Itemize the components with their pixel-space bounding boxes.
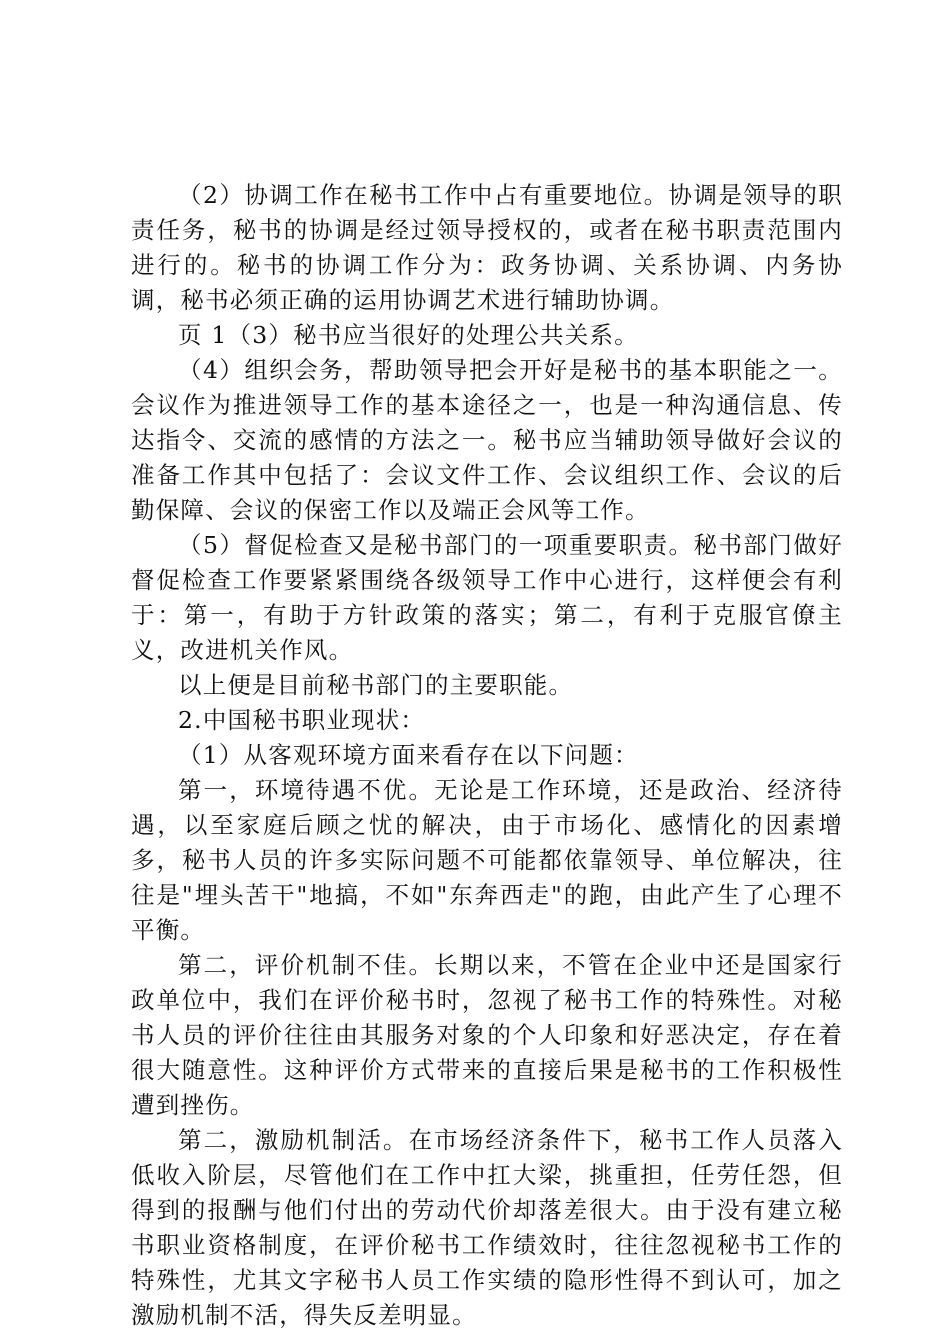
paragraph-coordination: （2）协调工作在秘书工作中占有重要地位。协调是领导的职责任务，秘书的协调是经过领导授权的，或者在秘书职责范围内进行的。秘书的协调工作分为：政务协调、关系协调、内务协调，秘书必须正确的运用协调艺术进行辅助协调。 xyxy=(131,181,843,314)
document-body xyxy=(131,178,843,1333)
paragraph-evaluation: 第二，评价机制不佳。长期以来，不管在企业中还是国家行政单位中，我们在评价秘书时，忽视了秘书工作的特殊性。对秘书人员的评价往往由其服务对象的个人印象和好恶决定，存在着很大随意性。这种评价方式带来的直接后果是秘书的工作积极性遭到挫伤。 xyxy=(131,951,843,1119)
paragraph-public-relations: 页 1（3）秘书应当很好的处理公共关系。 xyxy=(178,321,639,349)
paragraph-environment: 第一，环境待遇不优。无论是工作环境，还是政治、经济待遇，以至家庭后顾之忧的解决，由于市场化、感情化的因素增多，秘书人员的许多实际问题不可能都依靠领导、单位解决，往往是"埋头苦干"地搞，不如"东奔西走"的跑，由此产生了心理不平衡。 xyxy=(131,776,843,944)
section-heading-status: 2.中国秘书职业现状： xyxy=(178,706,426,734)
paragraph-incentives: 第二，激励机制活。在市场经济条件下，秘书工作人员落入低收入阶层，尽管他们在工作中扛大梁，挑重担，任劳任怨，但得到的报酬与他们付出的劳动代价却落差很大。由于没有建立秘书职业资格制度，在评价秘书工作绩效时，往往忽视秘书工作的特殊性，尤其文字秘书人员工作实绩的隐形性得不到认可，加之激励机制不活，得失反差明显。 xyxy=(131,1126,843,1329)
paragraph-summary: 以上便是目前秘书部门的主要职能。 xyxy=(178,671,574,699)
paragraph-supervision: （5）督促检查又是秘书部门的一项重要职责。秘书部门做好督促检查工作要紧紧围绕各级领导工作中心进行，这样便会有利于：第一，有助于方针政策的落实；第二，有利于克服官僚主义，改进机关作风。 xyxy=(131,531,843,664)
subsection-heading-environment: （1）从客观环境方面来看存在以下问题： xyxy=(178,741,639,769)
paragraph-meetings: （4）组织会务，帮助领导把会开好是秘书的基本职能之一。会议作为推进领导工作的基本途径之一，也是一种沟通信息、传达指令、交流的感情的方法之一。秘书应当辅助领导做好会议的准备工作其中包括了：会议文件工作、会议组织工作、会议的后勤保障、会议的保密工作以及端正会风等工作。 xyxy=(131,356,843,524)
